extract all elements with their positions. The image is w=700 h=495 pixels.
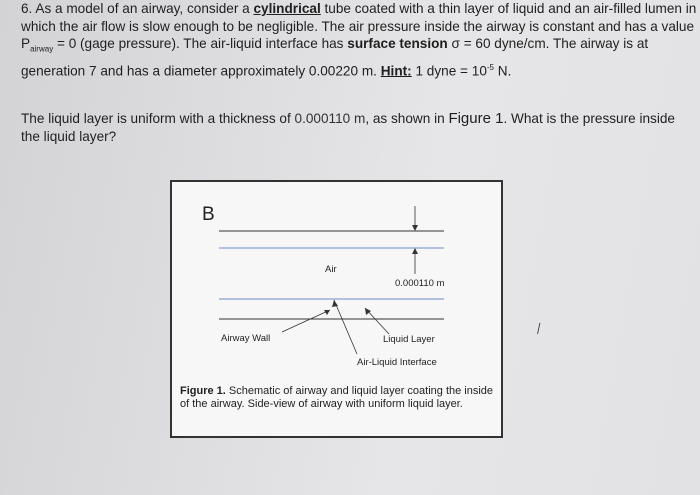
hint-label: Hint:	[380, 63, 412, 79]
airway-wall-pointer	[282, 310, 330, 332]
interface-pointer	[334, 300, 357, 354]
pen-mark: ⁄	[535, 320, 544, 336]
caption-text: Schematic of airway and liquid layer coating the inside of the airway. Side-view of airway with uniform liquid layer.	[180, 385, 494, 410]
figure-1	[170, 180, 503, 438]
surface-tension-term: surface tension	[347, 36, 448, 52]
problem-text-3: σ = 60 dyne/cm. The airway is at generation 7 and has a diameter approximately 0.00220 m.	[21, 36, 649, 79]
problem-text-1: As a model of an airway, consider a	[35, 1, 254, 16]
problem-number: 6.	[21, 1, 33, 16]
problem-text-2: = 0 (gage pressure). The air-liquid interface has	[53, 36, 348, 52]
bottom-arrow-head	[412, 248, 418, 254]
label-air: Air	[325, 264, 337, 275]
figure-reference: Figure 1	[448, 110, 504, 127]
p-airway-subscript: airway	[30, 44, 54, 54]
top-arrow-head	[412, 225, 418, 231]
thickness-value: 0.000110 m	[294, 111, 366, 126]
hint-text: 1 dyne = 10	[411, 63, 487, 79]
label-air-liquid-interface: Air-Liquid Interface	[357, 357, 437, 368]
caption-title: Figure 1.	[180, 385, 226, 397]
label-airway-wall: Airway Wall	[221, 333, 271, 344]
problem-statement	[21, 0, 697, 80]
problem-text-1b: tube coated with a thin layer of liquid and an air-filled lumen in which the air flow is slow enough to be negligible. The air pressure inside the airway is constant and has a value P	[21, 1, 697, 52]
label-thickness: 0.000110 m	[395, 278, 445, 289]
question-text-3: . What is the pressure inside the liquid layer?	[21, 111, 675, 144]
label-b: B	[202, 204, 215, 225]
question-text-1: The liquid layer is uniform with a thickness of	[21, 111, 295, 126]
question-text-2: , as shown in	[365, 111, 449, 126]
hint-exponent: -5	[486, 62, 495, 72]
figure-caption	[180, 385, 500, 410]
label-liquid-layer: Liquid Layer	[383, 334, 435, 345]
question-statement	[21, 110, 691, 145]
cylindrical-term: cylindrical	[253, 1, 321, 16]
hint-unit: N.	[494, 63, 512, 79]
